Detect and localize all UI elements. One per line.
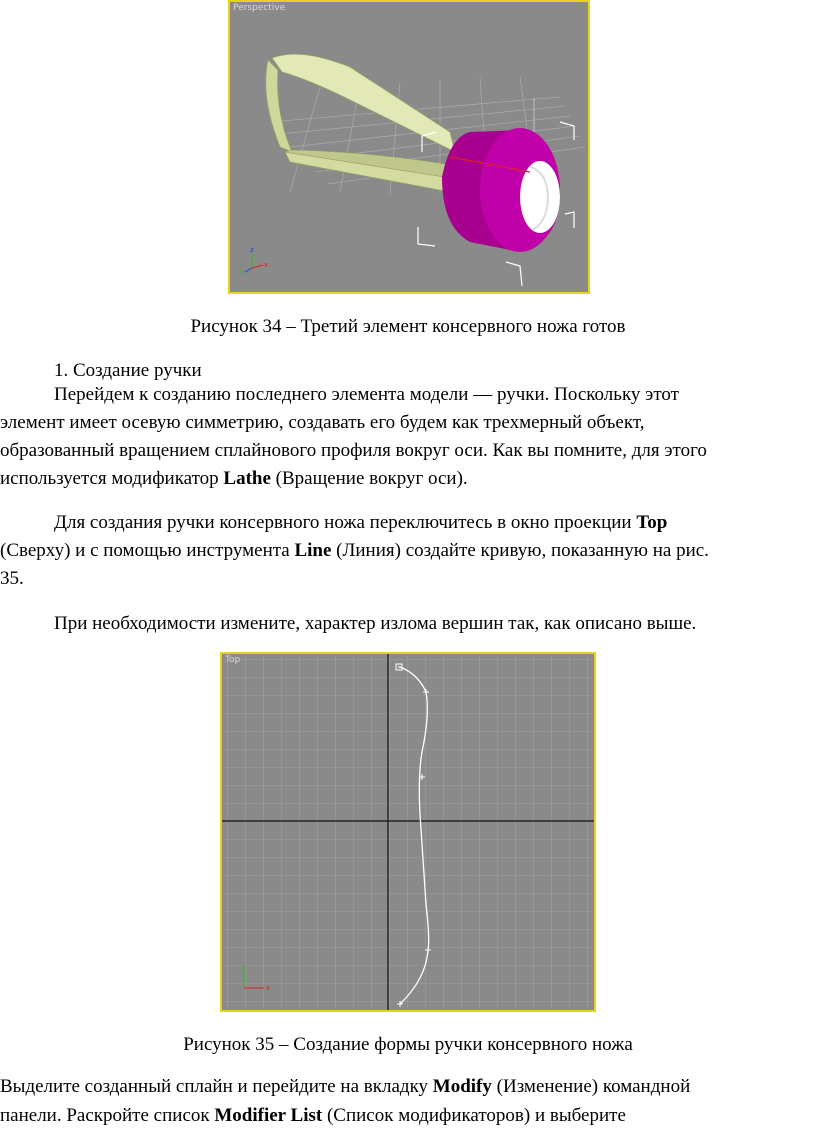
svg-text:y: y bbox=[241, 962, 246, 970]
term-modify: Modify bbox=[432, 1076, 492, 1097]
paragraph-1-line-3: образованный вращением сплайнового профиля вокруг оси. Как вы помните, для этого bbox=[0, 440, 707, 461]
axis-tripod-icon bbox=[240, 246, 268, 275]
figure-34-viewport bbox=[228, 0, 590, 294]
section-heading: 1. Создание ручки bbox=[54, 360, 202, 381]
paragraph-1-line-2: элемент имеет осевую симметрию, создавать его будем как трехмерный объект, bbox=[0, 412, 645, 433]
svg-text:x: x bbox=[266, 984, 271, 992]
paragraph-3: При необходимости измените, характер излома вершин так, как описано выше. bbox=[54, 613, 697, 634]
cylinder-shape bbox=[442, 128, 560, 252]
term-line: Line bbox=[294, 540, 332, 561]
figure-35-viewport bbox=[220, 652, 596, 1012]
paragraph-1-line-4: используется модификатор Lathe (Вращение вокруг оси). bbox=[0, 468, 468, 489]
paragraph-4-line-1: Выделите созданный сплайн и перейдите на вкладку Modify (Изменение) командной bbox=[0, 1076, 691, 1097]
svg-text:x: x bbox=[264, 261, 269, 269]
paragraph-2-line-1: Для создания ручки консервного ножа переключитесь в окно проекции Top bbox=[54, 512, 668, 533]
paragraph-2-line-3: 35. bbox=[0, 568, 24, 589]
svg-text:y: y bbox=[240, 267, 245, 275]
term-modifier-list: Modifier List bbox=[214, 1105, 323, 1126]
handle-shape bbox=[266, 54, 455, 192]
paragraph-2-line-2: (Сверху) и с помощью инструмента Line (Линия) создайте кривую, показанную на рис. bbox=[0, 540, 709, 561]
figure-35-caption: Рисунок 35 – Создание формы ручки консервного ножа bbox=[183, 1034, 633, 1055]
paragraph-4-line-2: панели. Раскройте список Modifier List (Список модификаторов) и выберите bbox=[0, 1105, 626, 1126]
term-top: Top bbox=[636, 512, 668, 533]
term-lathe: Lathe bbox=[223, 468, 271, 489]
figure-34-caption: Рисунок 34 – Третий элемент консервного ножа готов bbox=[190, 316, 626, 337]
svg-text:z: z bbox=[250, 246, 254, 254]
viewport-label: Perspective bbox=[233, 3, 286, 13]
perspective-scene bbox=[230, 2, 588, 292]
paragraph-1-line-1: Перейдем к созданию последнего элемента модели — ручки. Поскольку этот bbox=[54, 384, 679, 405]
top-scene bbox=[222, 654, 594, 1010]
